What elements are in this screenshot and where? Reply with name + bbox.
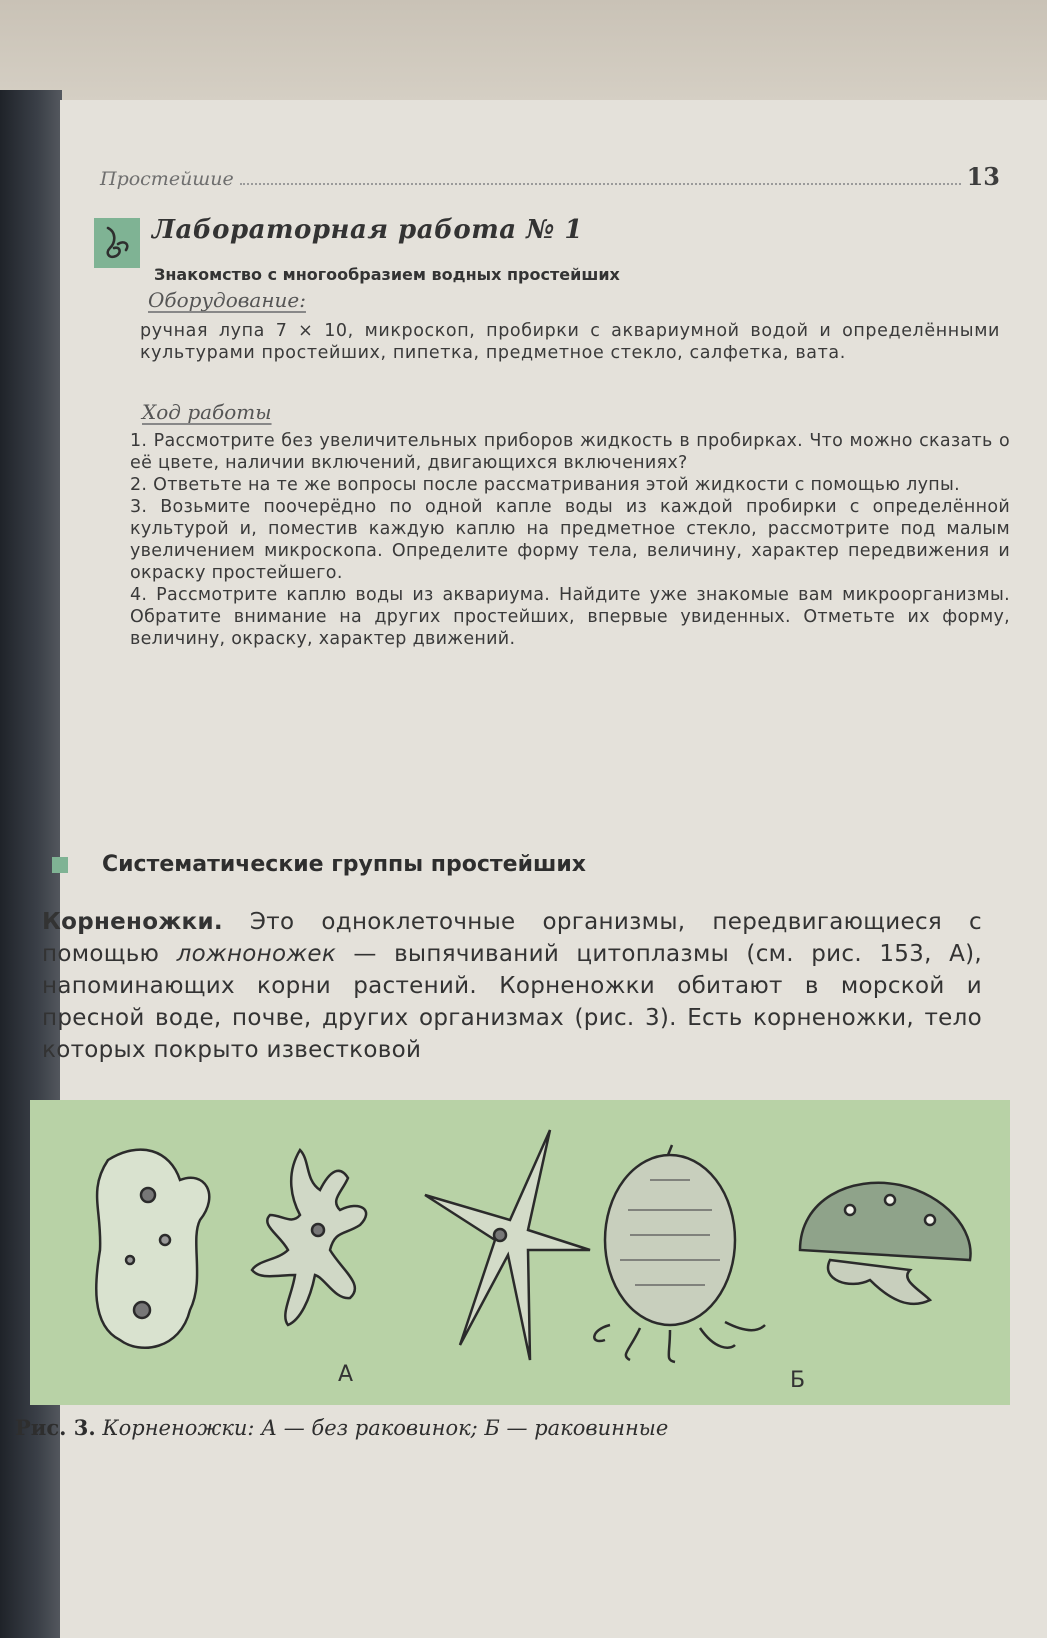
background-surface — [0, 0, 1047, 108]
procedure-step: 1. Рассмотрите без увеличительных приборов жидкость в пробирках. Что можно сказать о её цвете, наличии включений, двигающихся включениях? — [130, 431, 1010, 473]
procedure-step: 3. Возьмите поочерёдно по одной капле воды из каждой пробирки с определённой культурой и, поместив каждую каплю на предметное стекло, рассмотрите под малым увеличением микроскопа. Определите форму тела, величину, характер передвижения и окраску простейшего. — [130, 497, 1010, 583]
lab-title: Лабораторная работа № 1 — [152, 215, 584, 245]
equipment-text: ручная лупа 7 × 10, микроскоп, пробирки с аквариумной водой и определёнными культурами простейших, пипетка, предметное стекло, салфетка, вата. — [140, 321, 1000, 363]
figure-label-b: Б — [790, 1368, 806, 1393]
section-title: Систематические группы простейших — [102, 852, 586, 877]
para-text-1: Это одноклеточные организмы, передвигающиеся с помощью — [42, 909, 982, 967]
shell-amoeba-drawing — [594, 1145, 765, 1362]
amoeba-drawing — [96, 1150, 209, 1348]
lab-subtitle: Знакомство с многообразием водных простейших — [154, 265, 620, 284]
caption-text: Корненожки: А — без раковинок; Б — раковинные — [95, 1416, 669, 1440]
protozoa-drawings — [30, 1100, 1010, 1405]
lab-work-icon — [94, 218, 140, 268]
procedure-steps — [130, 430, 1010, 650]
figure-caption — [15, 1415, 995, 1440]
branched-amoeba-drawing — [252, 1150, 366, 1325]
square-marker-icon — [52, 857, 68, 873]
para-term: Корненожки. — [42, 909, 223, 935]
procedure-label: Ход работы — [142, 400, 272, 424]
equipment-label: Оборудование: — [148, 288, 306, 312]
para-text-2: — выпячиваний цитоплазмы (см. рис. 153, А), напоминающих корни растений. Корненожки обитают в морской и пресной воде, почве, других организмах (рис. 3). Есть корненожки, тело которых покрыто известковой — [42, 941, 983, 1063]
figure-label-a: А — [338, 1362, 354, 1387]
figure-illustration — [30, 1100, 1010, 1405]
section-heading — [60, 852, 1000, 877]
procedure-step: 4. Рассмотрите каплю воды из аквариума. Найдите уже знакомые вам микроорганизмы. Обратите внимание на других простейших, впервые увиденных. Отметьте их форму, величину, окраску, характер движений. — [130, 585, 1010, 649]
running-header — [100, 162, 1000, 191]
para-italic-term: ложноножек — [176, 941, 337, 967]
procedure-step: 2. Ответьте на те же вопросы после рассматривания этой жидкости с помощью лупы. — [130, 475, 960, 495]
header-section: Простейшие — [100, 168, 234, 190]
book-page — [15, 100, 1047, 1638]
dome-shell-amoeba-drawing — [800, 1183, 971, 1304]
caption-number: Рис. 3. — [15, 1415, 96, 1440]
body-paragraph — [42, 906, 982, 1066]
header-dots — [240, 183, 961, 185]
star-amoeba-drawing — [425, 1130, 590, 1360]
page-number: 13 — [966, 162, 1000, 191]
